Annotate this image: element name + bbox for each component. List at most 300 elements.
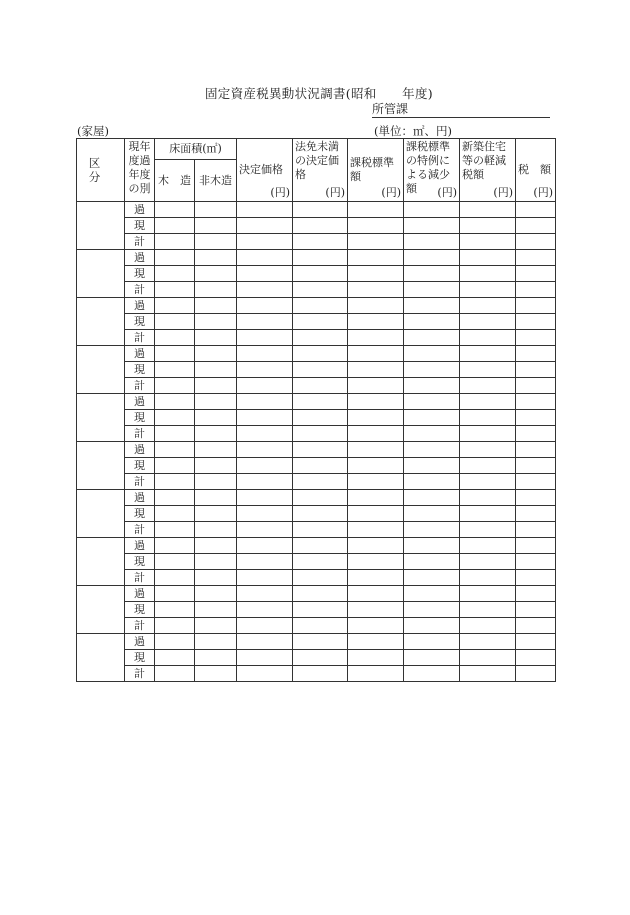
data-cell[interactable] — [460, 618, 516, 634]
data-cell[interactable] — [348, 522, 404, 538]
data-cell[interactable] — [404, 554, 460, 570]
data-cell[interactable] — [516, 586, 556, 602]
data-cell[interactable] — [195, 634, 237, 650]
data-cell[interactable] — [237, 266, 293, 282]
data-cell[interactable] — [404, 378, 460, 394]
year-type-cell: 計 — [125, 330, 155, 346]
data-cell[interactable] — [293, 538, 348, 554]
data-cell[interactable] — [404, 618, 460, 634]
data-cell[interactable] — [237, 602, 293, 618]
tax-change-table — [76, 138, 556, 682]
data-cell[interactable] — [348, 298, 404, 314]
table-row — [77, 618, 556, 634]
data-cell[interactable] — [516, 298, 556, 314]
data-cell[interactable] — [293, 522, 348, 538]
year-type-cell: 現 — [125, 602, 155, 618]
data-cell[interactable] — [348, 282, 404, 298]
data-cell[interactable] — [195, 218, 237, 234]
year-type-cell: 現 — [125, 554, 155, 570]
data-cell[interactable] — [460, 634, 516, 650]
data-cell[interactable] — [237, 474, 293, 490]
data-cell[interactable] — [237, 362, 293, 378]
data-cell[interactable] — [155, 634, 195, 650]
data-cell[interactable] — [516, 474, 556, 490]
year-type-cell: 計 — [125, 234, 155, 250]
header-tax-standard: 課税標準額 (円) — [348, 139, 404, 202]
header-tax-amount: 税 額 (円) — [516, 139, 556, 202]
data-cell[interactable] — [460, 442, 516, 458]
data-cell[interactable] — [516, 330, 556, 346]
header-floor-area: 床面積(㎡) — [155, 139, 237, 160]
data-cell[interactable] — [404, 410, 460, 426]
data-cell[interactable] — [348, 666, 404, 682]
data-cell[interactable] — [348, 330, 404, 346]
data-cell[interactable] — [460, 234, 516, 250]
data-cell[interactable] — [293, 314, 348, 330]
data-cell[interactable] — [404, 586, 460, 602]
year-type-cell: 現 — [125, 506, 155, 522]
table-row — [77, 666, 556, 682]
data-cell[interactable] — [348, 458, 404, 474]
data-cell[interactable] — [155, 506, 195, 522]
data-cell[interactable] — [348, 202, 404, 218]
data-cell[interactable] — [237, 618, 293, 634]
kubun-cell[interactable] — [77, 634, 125, 682]
data-cell[interactable] — [516, 234, 556, 250]
data-cell[interactable] — [404, 506, 460, 522]
data-cell[interactable] — [516, 650, 556, 666]
data-cell[interactable] — [237, 394, 293, 410]
data-cell[interactable] — [293, 202, 348, 218]
data-cell[interactable] — [293, 618, 348, 634]
data-cell[interactable] — [237, 330, 293, 346]
data-cell[interactable] — [516, 218, 556, 234]
data-cell[interactable] — [195, 282, 237, 298]
data-cell[interactable] — [155, 202, 195, 218]
data-cell[interactable] — [155, 666, 195, 682]
data-cell[interactable] — [293, 378, 348, 394]
data-cell[interactable] — [293, 394, 348, 410]
data-cell[interactable] — [404, 394, 460, 410]
data-cell[interactable] — [237, 522, 293, 538]
year-type-cell: 計 — [125, 522, 155, 538]
year-type-cell: 過 — [125, 586, 155, 602]
data-cell[interactable] — [237, 298, 293, 314]
data-cell[interactable] — [155, 346, 195, 362]
table-row — [77, 650, 556, 666]
data-cell[interactable] — [237, 506, 293, 522]
data-cell[interactable] — [195, 586, 237, 602]
data-cell[interactable] — [516, 394, 556, 410]
unit-note: (単位：㎡、円) — [374, 124, 452, 138]
kubun-cell[interactable] — [77, 442, 125, 490]
data-cell[interactable] — [195, 378, 237, 394]
data-cell[interactable] — [460, 410, 516, 426]
data-cell[interactable] — [155, 522, 195, 538]
data-cell[interactable] — [460, 218, 516, 234]
data-cell[interactable] — [195, 314, 237, 330]
data-cell[interactable] — [195, 234, 237, 250]
data-cell[interactable] — [195, 426, 237, 442]
data-cell[interactable] — [460, 538, 516, 554]
data-cell[interactable] — [460, 330, 516, 346]
data-cell[interactable] — [404, 602, 460, 618]
data-cell[interactable] — [155, 538, 195, 554]
data-cell[interactable] — [516, 362, 556, 378]
data-cell[interactable] — [155, 490, 195, 506]
property-category: (家屋) — [77, 124, 109, 138]
table-row — [77, 234, 556, 250]
kubun-cell[interactable] — [77, 586, 125, 634]
data-cell[interactable] — [195, 362, 237, 378]
year-type-cell: 計 — [125, 618, 155, 634]
data-cell[interactable] — [516, 266, 556, 282]
data-cell[interactable] — [348, 554, 404, 570]
data-cell[interactable] — [293, 666, 348, 682]
data-cell[interactable] — [460, 474, 516, 490]
data-cell[interactable] — [404, 458, 460, 474]
data-cell[interactable] — [293, 362, 348, 378]
table-row — [77, 602, 556, 618]
data-cell[interactable] — [237, 586, 293, 602]
data-cell[interactable] — [195, 522, 237, 538]
data-cell[interactable] — [293, 506, 348, 522]
data-cell[interactable] — [195, 458, 237, 474]
data-cell[interactable] — [348, 474, 404, 490]
data-cell[interactable] — [404, 474, 460, 490]
data-cell[interactable] — [195, 506, 237, 522]
data-cell[interactable] — [293, 266, 348, 282]
data-cell[interactable] — [516, 426, 556, 442]
table-row — [77, 218, 556, 234]
data-cell[interactable] — [516, 538, 556, 554]
office-field[interactable] — [372, 102, 550, 118]
data-cell[interactable] — [293, 218, 348, 234]
table-row — [77, 634, 556, 650]
header-wood: 木 造 — [155, 160, 195, 202]
data-cell[interactable] — [348, 538, 404, 554]
data-cell[interactable] — [460, 250, 516, 266]
data-cell[interactable] — [155, 234, 195, 250]
data-cell[interactable] — [404, 538, 460, 554]
table-row — [77, 458, 556, 474]
data-cell[interactable] — [460, 570, 516, 586]
data-cell[interactable] — [195, 442, 237, 458]
data-cell[interactable] — [348, 394, 404, 410]
data-cell[interactable] — [155, 218, 195, 234]
data-cell[interactable] — [404, 522, 460, 538]
data-cell[interactable] — [516, 202, 556, 218]
data-cell[interactable] — [404, 202, 460, 218]
data-cell[interactable] — [237, 634, 293, 650]
data-cell[interactable] — [404, 362, 460, 378]
data-cell[interactable] — [237, 378, 293, 394]
data-cell[interactable] — [195, 490, 237, 506]
data-cell[interactable] — [348, 218, 404, 234]
data-cell[interactable] — [195, 570, 237, 586]
data-cell[interactable] — [155, 602, 195, 618]
data-cell[interactable] — [155, 378, 195, 394]
data-cell[interactable] — [348, 410, 404, 426]
year-type-cell: 過 — [125, 538, 155, 554]
data-cell[interactable] — [237, 234, 293, 250]
table-row — [77, 410, 556, 426]
data-cell[interactable] — [404, 650, 460, 666]
data-cell[interactable] — [460, 346, 516, 362]
document-title: 固定資産税異動状況調書(昭和 年度) — [205, 86, 433, 101]
data-cell[interactable] — [155, 282, 195, 298]
data-cell[interactable] — [460, 426, 516, 442]
data-cell[interactable] — [460, 602, 516, 618]
year-type-cell: 現 — [125, 266, 155, 282]
table-row — [77, 474, 556, 490]
data-cell[interactable] — [348, 378, 404, 394]
data-cell[interactable] — [195, 618, 237, 634]
data-cell[interactable] — [293, 234, 348, 250]
data-cell[interactable] — [404, 266, 460, 282]
data-cell[interactable] — [348, 618, 404, 634]
header-exempt-decided-price: 法免未満の決定価格 (円) — [293, 139, 348, 202]
data-cell[interactable] — [348, 570, 404, 586]
data-cell[interactable] — [237, 218, 293, 234]
data-cell[interactable] — [460, 586, 516, 602]
kubun-cell[interactable] — [77, 490, 125, 538]
data-cell[interactable] — [293, 410, 348, 426]
data-cell[interactable] — [516, 442, 556, 458]
data-cell[interactable] — [237, 570, 293, 586]
data-cell[interactable] — [293, 490, 348, 506]
table-row — [77, 538, 556, 554]
table-row — [77, 346, 556, 362]
data-cell[interactable] — [460, 458, 516, 474]
data-cell[interactable] — [293, 474, 348, 490]
data-cell[interactable] — [348, 314, 404, 330]
data-cell[interactable] — [516, 490, 556, 506]
data-cell[interactable] — [404, 570, 460, 586]
data-cell[interactable] — [155, 650, 195, 666]
data-cell[interactable] — [195, 266, 237, 282]
data-cell[interactable] — [516, 250, 556, 266]
data-cell[interactable] — [155, 330, 195, 346]
data-cell[interactable] — [155, 554, 195, 570]
data-cell[interactable] — [237, 442, 293, 458]
data-cell[interactable] — [348, 586, 404, 602]
data-cell[interactable] — [195, 330, 237, 346]
table-row — [77, 314, 556, 330]
data-cell[interactable] — [195, 410, 237, 426]
data-cell[interactable] — [293, 634, 348, 650]
kubun-cell[interactable] — [77, 298, 125, 346]
data-cell[interactable] — [460, 298, 516, 314]
data-cell[interactable] — [293, 586, 348, 602]
table-row — [77, 266, 556, 282]
data-cell[interactable] — [293, 554, 348, 570]
year-type-cell: 過 — [125, 346, 155, 362]
data-cell[interactable] — [237, 314, 293, 330]
table-row — [77, 426, 556, 442]
data-cell[interactable] — [348, 266, 404, 282]
data-cell[interactable] — [516, 458, 556, 474]
data-cell[interactable] — [293, 458, 348, 474]
data-cell[interactable] — [516, 314, 556, 330]
kubun-cell[interactable] — [77, 346, 125, 394]
data-cell[interactable] — [348, 490, 404, 506]
data-cell[interactable] — [348, 602, 404, 618]
data-cell[interactable] — [237, 666, 293, 682]
year-type-cell: 計 — [125, 426, 155, 442]
data-cell[interactable] — [348, 426, 404, 442]
data-cell[interactable] — [155, 586, 195, 602]
kubun-cell[interactable] — [77, 394, 125, 442]
data-cell[interactable] — [516, 410, 556, 426]
data-cell[interactable] — [155, 410, 195, 426]
data-cell[interactable] — [155, 314, 195, 330]
data-cell[interactable] — [348, 250, 404, 266]
data-cell[interactable] — [404, 234, 460, 250]
data-cell[interactable] — [404, 282, 460, 298]
data-cell[interactable] — [155, 394, 195, 410]
data-cell[interactable] — [460, 362, 516, 378]
data-cell[interactable] — [404, 442, 460, 458]
data-cell[interactable] — [293, 346, 348, 362]
data-cell[interactable] — [348, 650, 404, 666]
data-cell[interactable] — [516, 378, 556, 394]
data-cell[interactable] — [237, 410, 293, 426]
data-cell[interactable] — [348, 362, 404, 378]
data-cell[interactable] — [460, 202, 516, 218]
data-cell[interactable] — [237, 650, 293, 666]
data-cell[interactable] — [460, 282, 516, 298]
data-cell[interactable] — [404, 666, 460, 682]
data-cell[interactable] — [293, 426, 348, 442]
kubun-cell[interactable] — [77, 202, 125, 250]
data-cell[interactable] — [237, 426, 293, 442]
data-cell[interactable] — [195, 202, 237, 218]
data-cell[interactable] — [348, 234, 404, 250]
data-cell[interactable] — [348, 442, 404, 458]
data-cell[interactable] — [155, 474, 195, 490]
data-cell[interactable] — [237, 458, 293, 474]
data-cell[interactable] — [348, 506, 404, 522]
kubun-cell[interactable] — [77, 538, 125, 586]
data-cell[interactable] — [460, 266, 516, 282]
data-cell[interactable] — [516, 570, 556, 586]
data-cell[interactable] — [293, 250, 348, 266]
year-type-cell: 現 — [125, 218, 155, 234]
data-cell[interactable] — [516, 282, 556, 298]
data-cell[interactable] — [293, 330, 348, 346]
data-cell[interactable] — [348, 346, 404, 362]
year-type-cell: 現 — [125, 410, 155, 426]
data-cell[interactable] — [516, 522, 556, 538]
data-cell[interactable] — [293, 570, 348, 586]
data-cell[interactable] — [293, 282, 348, 298]
year-type-cell: 計 — [125, 378, 155, 394]
data-cell[interactable] — [404, 346, 460, 362]
data-cell[interactable] — [195, 538, 237, 554]
data-cell[interactable] — [516, 506, 556, 522]
data-cell[interactable] — [460, 314, 516, 330]
data-cell[interactable] — [516, 634, 556, 650]
data-cell[interactable] — [237, 250, 293, 266]
data-cell[interactable] — [155, 362, 195, 378]
data-cell[interactable] — [348, 634, 404, 650]
data-cell[interactable] — [516, 346, 556, 362]
data-cell[interactable] — [516, 554, 556, 570]
data-cell[interactable] — [404, 218, 460, 234]
header-new-house-reduction: 新築住宅等の軽減税額 (円) — [460, 139, 516, 202]
data-cell[interactable] — [155, 570, 195, 586]
kubun-cell[interactable] — [77, 250, 125, 298]
data-cell[interactable] — [195, 346, 237, 362]
data-cell[interactable] — [460, 394, 516, 410]
data-cell[interactable] — [195, 394, 237, 410]
data-cell[interactable] — [155, 618, 195, 634]
data-cell[interactable] — [293, 650, 348, 666]
data-cell[interactable] — [155, 298, 195, 314]
data-cell[interactable] — [237, 282, 293, 298]
data-cell[interactable] — [460, 554, 516, 570]
data-cell[interactable] — [460, 490, 516, 506]
data-cell[interactable] — [195, 666, 237, 682]
data-cell[interactable] — [293, 298, 348, 314]
year-type-cell: 過 — [125, 634, 155, 650]
data-cell[interactable] — [404, 426, 460, 442]
data-cell[interactable] — [195, 298, 237, 314]
office-label: 所管課 — [372, 102, 409, 116]
data-cell[interactable] — [460, 666, 516, 682]
data-cell[interactable] — [195, 474, 237, 490]
year-type-cell: 過 — [125, 250, 155, 266]
data-cell[interactable] — [155, 426, 195, 442]
table-row — [77, 394, 556, 410]
data-cell[interactable] — [237, 202, 293, 218]
data-cell[interactable] — [404, 314, 460, 330]
table-row — [77, 330, 556, 346]
data-cell[interactable] — [404, 330, 460, 346]
data-cell[interactable] — [195, 602, 237, 618]
data-cell[interactable] — [516, 618, 556, 634]
data-cell[interactable] — [404, 490, 460, 506]
data-cell[interactable] — [404, 250, 460, 266]
data-cell[interactable] — [195, 250, 237, 266]
table-row — [77, 282, 556, 298]
data-cell[interactable] — [237, 554, 293, 570]
data-cell[interactable] — [293, 442, 348, 458]
data-cell[interactable] — [460, 378, 516, 394]
data-cell[interactable] — [155, 266, 195, 282]
data-cell[interactable] — [155, 458, 195, 474]
data-cell[interactable] — [404, 298, 460, 314]
data-cell[interactable] — [516, 602, 556, 618]
data-cell[interactable] — [237, 538, 293, 554]
data-cell[interactable] — [404, 634, 460, 650]
data-cell[interactable] — [195, 554, 237, 570]
year-type-cell: 現 — [125, 362, 155, 378]
data-cell[interactable] — [293, 602, 348, 618]
data-cell[interactable] — [155, 250, 195, 266]
data-cell[interactable] — [516, 666, 556, 682]
data-cell[interactable] — [237, 346, 293, 362]
data-cell[interactable] — [460, 522, 516, 538]
data-cell[interactable] — [237, 490, 293, 506]
data-cell[interactable] — [460, 650, 516, 666]
data-cell[interactable] — [155, 442, 195, 458]
table-row — [77, 570, 556, 586]
data-cell[interactable] — [195, 650, 237, 666]
table-row — [77, 554, 556, 570]
data-cell[interactable] — [460, 506, 516, 522]
